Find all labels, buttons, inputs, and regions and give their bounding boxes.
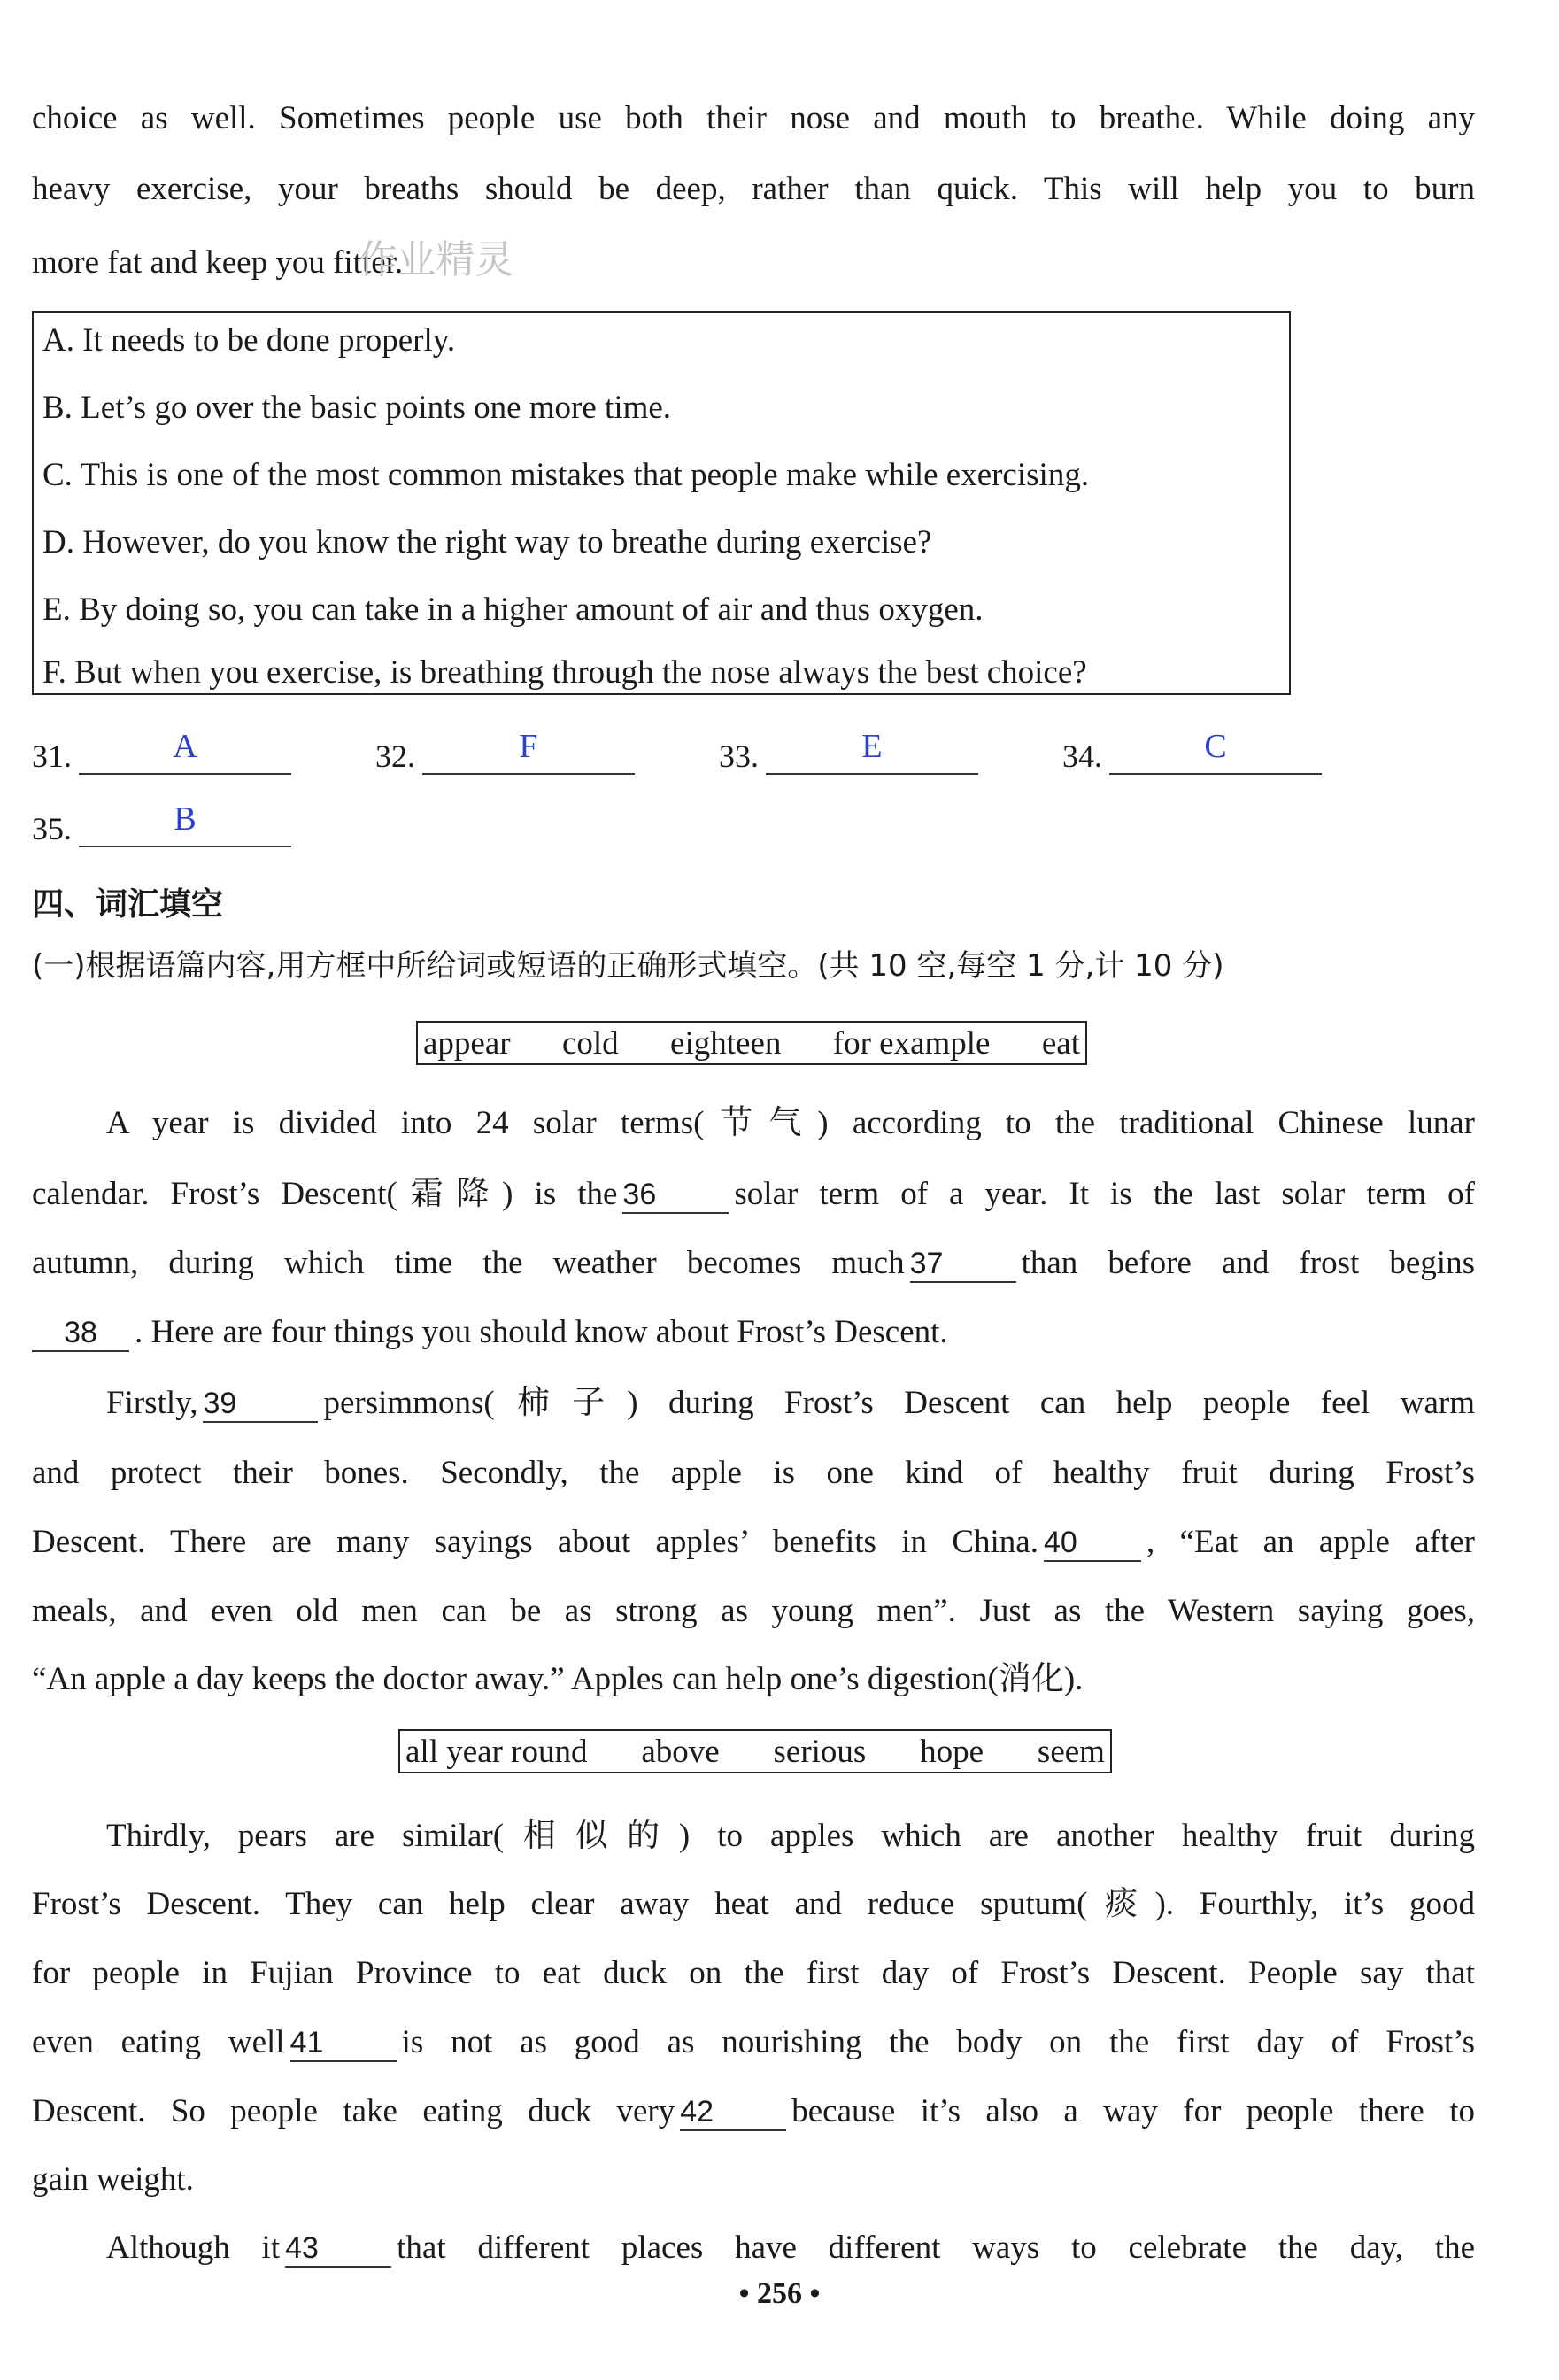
paragraph-line: gain weight. xyxy=(32,2161,194,2198)
paragraph-line: Descent. There are many sayings about apples’ benefits in China. 40 , “Eat an apple after xyxy=(32,1524,1475,1560)
blank-43[interactable]: 43 xyxy=(285,2230,391,2268)
word-box-1 xyxy=(416,1021,1087,1065)
word-option: hope xyxy=(920,1733,984,1770)
answer-field[interactable]: B xyxy=(79,810,291,847)
blank-41[interactable]: 41 xyxy=(290,2025,397,2062)
word-option: cold xyxy=(561,1024,619,1062)
options-box xyxy=(32,311,1291,695)
word-option: eat xyxy=(1041,1024,1080,1062)
answer-35: 35. B xyxy=(32,810,291,847)
paragraph-line: for people in Fujian Province to eat duck on the first day of Frost’s Descent. People say that xyxy=(32,1955,1475,1991)
paragraph-line: “An apple a day keeps the doctor away.” Apples can help one’s digestion(消化). xyxy=(32,1661,1084,1697)
word-option: above xyxy=(641,1733,720,1770)
word-option: for example xyxy=(832,1024,991,1062)
passage-line: heavy exercise, your breaths should be deep, rather than quick. This will help you to burn xyxy=(32,171,1475,207)
blank-38[interactable]: 38 xyxy=(32,1315,129,1352)
paragraph-line: autumn, during which time the weather becomes much 37 than before and frost begins xyxy=(32,1245,1475,1281)
answer-34: 34. C xyxy=(1062,738,1322,775)
word-option: seem xyxy=(1037,1733,1105,1770)
option-f: F. But when you exercise, is breathing through the nose always the best choice? xyxy=(42,654,1087,691)
section-instruction: (一)根据语篇内容,用方框中所给词或短语的正确形式填空。(共 10 空,每空 1 分,计 10 分) xyxy=(32,948,1224,984)
passage-line: choice as well. Sometimes people use both their nose and mouth to breathe. While doing any xyxy=(32,100,1475,136)
option-c: C. This is one of the most common mistakes that people make while exercising. xyxy=(42,457,1090,493)
option-e: E. By doing so, you can take in a higher amount of air and thus oxygen. xyxy=(42,591,984,628)
answer-field[interactable]: E xyxy=(766,738,978,775)
paragraph-line: Descent. So people take eating duck very 42 because it’s also a way for people there to xyxy=(32,2093,1475,2129)
word-option: appear xyxy=(423,1024,511,1062)
blank-37[interactable]: 37 xyxy=(910,1246,1016,1283)
paragraph-line: calendar. Frost’s Descent(霜降) is the 36 solar term of a year. It is the last solar term of xyxy=(32,1176,1475,1212)
word-option: eighteen xyxy=(670,1024,782,1062)
page-number: • 256 • xyxy=(738,2277,821,2310)
answer-field[interactable]: C xyxy=(1109,738,1322,775)
option-b: B. Let’s go over the basic points one more time. xyxy=(42,390,672,426)
word-option: all year round xyxy=(405,1733,588,1770)
answer-32: 32. F xyxy=(375,738,635,775)
blank-42[interactable]: 42 xyxy=(680,2094,786,2131)
paragraph-line: Firstly, 39 persimmons(柿子) during Frost’s Descent can help people feel warm xyxy=(106,1385,1475,1421)
paragraph-line: A year is divided into 24 solar terms(节气) according to the traditional Chinese lunar xyxy=(106,1105,1475,1141)
option-a: A. It needs to be done properly. xyxy=(42,322,456,359)
section-title: 四、词汇填空 xyxy=(32,886,224,923)
blank-36[interactable]: 36 xyxy=(622,1177,729,1214)
answer-field[interactable]: A xyxy=(79,738,291,775)
paragraph-line: and protect their bones. Secondly, the apple is one kind of healthy fruit during Frost’s xyxy=(32,1455,1475,1491)
word-option: serious xyxy=(773,1733,867,1770)
paragraph-line: Frost’s Descent. They can help clear away heat and reduce sputum(痰). Fourthly, it’s good xyxy=(32,1886,1475,1922)
blank-40[interactable]: 40 xyxy=(1044,1525,1141,1562)
answer-31: 31. A xyxy=(32,738,291,775)
paragraph-line: even eating well 41 is not as good as nourishing the body on the first day of Frost’s xyxy=(32,2024,1475,2060)
watermark-logo: 作业精灵 xyxy=(358,237,514,282)
paragraph-line: 38 . Here are four things you should know about Frost’s Descent. xyxy=(32,1311,1475,1354)
paragraph-line: Although it 43 that different places have different ways to celebrate the day, the xyxy=(106,2229,1475,2266)
option-d: D. However, do you know the right way to breathe during exercise? xyxy=(42,524,932,560)
word-box-2 xyxy=(398,1729,1112,1773)
passage-line: more fat and keep you fitter. 作业精灵 xyxy=(32,237,514,282)
answer-field[interactable]: F xyxy=(422,738,635,775)
paragraph-line: Thirdly, pears are similar(相似的) to apples which are another healthy fruit during xyxy=(106,1818,1475,1854)
blank-39[interactable]: 39 xyxy=(203,1386,318,1423)
paragraph-line: meals, and even old men can be as strong as young men”. Just as the Western saying goes, xyxy=(32,1593,1475,1629)
answer-33: 33. E xyxy=(719,738,978,775)
